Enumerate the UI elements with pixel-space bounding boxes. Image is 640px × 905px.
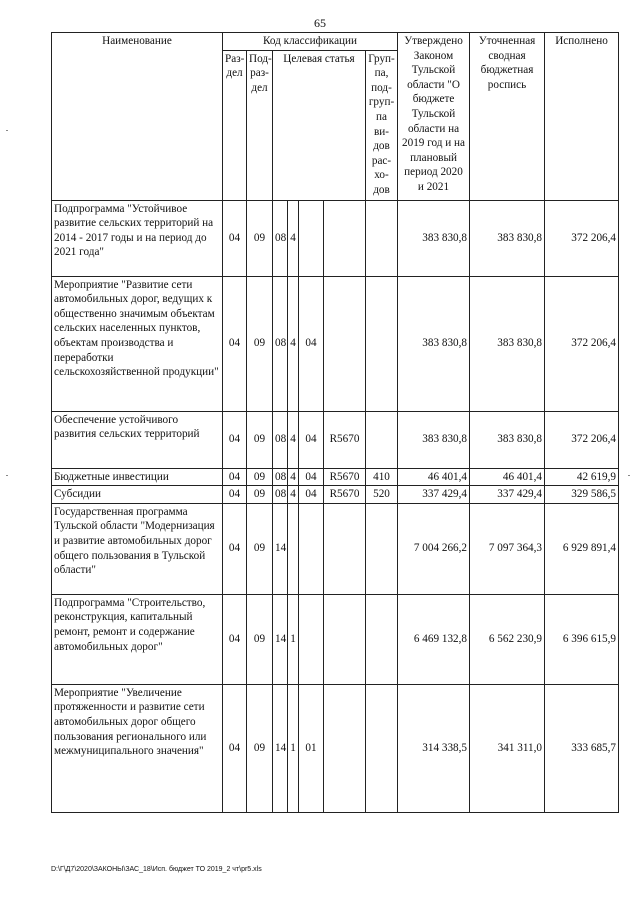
row-target-subprogram: 4 <box>288 276 299 411</box>
row-target-direction: R5670 <box>324 486 366 504</box>
row-target-event <box>299 503 324 594</box>
row-approved: 383 830,8 <box>398 276 470 411</box>
row-target-subprogram: 4 <box>288 411 299 468</box>
row-refined: 383 830,8 <box>470 411 545 468</box>
row-approved: 383 830,8 <box>398 411 470 468</box>
table-row <box>52 276 619 411</box>
row-target-subprogram: 4 <box>288 200 299 276</box>
row-subsection: 09 <box>247 684 273 812</box>
row-executed: 6 396 615,9 <box>545 594 619 684</box>
scan-mark <box>6 130 8 131</box>
row-target-direction <box>324 594 366 684</box>
table-row <box>52 486 619 504</box>
row-target-subprogram: 4 <box>288 486 299 504</box>
row-target-event <box>299 200 324 276</box>
row-target-direction: R5670 <box>324 411 366 468</box>
row-executed: 42 619,9 <box>545 468 619 486</box>
row-refined: 383 830,8 <box>470 200 545 276</box>
row-expense-group <box>366 276 398 411</box>
table-row <box>52 200 619 276</box>
row-expense-group <box>366 594 398 684</box>
row-target-program: 14 <box>273 594 288 684</box>
row-name: Обеспечение устойчивого развития сельских территорий <box>52 411 223 468</box>
row-refined: 383 830,8 <box>470 276 545 411</box>
row-executed: 372 206,4 <box>545 200 619 276</box>
row-target-event <box>299 594 324 684</box>
row-target-subprogram: 1 <box>288 684 299 812</box>
row-approved: 383 830,8 <box>398 200 470 276</box>
table-row <box>52 594 619 684</box>
scan-mark <box>628 475 630 476</box>
row-target-direction: R5670 <box>324 468 366 486</box>
row-expense-group <box>366 411 398 468</box>
row-target-event: 01 <box>299 684 324 812</box>
row-target-program: 14 <box>273 503 288 594</box>
row-executed: 333 685,7 <box>545 684 619 812</box>
row-name: Мероприятие "Развитие сети автомобильных дорог, ведущих к общественно значимым объектам сельских населенных пунктов, объектам производства и переработки сельскохозяйственной продукции" <box>52 276 223 411</box>
row-subsection: 09 <box>247 411 273 468</box>
row-subsection: 09 <box>247 468 273 486</box>
row-approved: 6 469 132,8 <box>398 594 470 684</box>
row-executed: 372 206,4 <box>545 411 619 468</box>
row-executed: 6 929 891,4 <box>545 503 619 594</box>
row-subsection: 09 <box>247 200 273 276</box>
row-section: 04 <box>223 503 247 594</box>
row-target-direction <box>324 684 366 812</box>
file-path-footer: D:\Г\Д7\2020\ЗАКОНЫ\ЗАС_18\Исп. бюджет ТО 2019_2 чт\pr5.xls <box>51 866 262 873</box>
header-target-article: Целевая статья <box>273 50 366 200</box>
row-target-program: 14 <box>273 684 288 812</box>
row-expense-group <box>366 503 398 594</box>
table-row <box>52 684 619 812</box>
row-target-program: 08 <box>273 200 288 276</box>
row-section: 04 <box>223 486 247 504</box>
table-row <box>52 411 619 468</box>
row-section: 04 <box>223 411 247 468</box>
row-approved: 46 401,4 <box>398 468 470 486</box>
header-section: Раз-дел <box>223 50 247 200</box>
row-target-direction <box>324 503 366 594</box>
row-name: Субсидии <box>52 486 223 504</box>
row-name: Подпрограмма "Устойчивое развитие сельских территорий на 2014 - 2017 годы и на период до 2021 года" <box>52 200 223 276</box>
header-expense-group: Груп-па, под-груп-па ви-дов рас-хо-дов <box>366 50 398 200</box>
table-row <box>52 468 619 486</box>
row-subsection: 09 <box>247 276 273 411</box>
row-name: Подпрограмма "Строительство, реконструкция, капитальный ремонт, ремонт и содержание автомобильных дорог" <box>52 594 223 684</box>
row-approved: 337 429,4 <box>398 486 470 504</box>
row-executed: 372 206,4 <box>545 276 619 411</box>
row-expense-group <box>366 684 398 812</box>
row-target-program: 08 <box>273 276 288 411</box>
scan-mark <box>6 475 8 476</box>
row-section: 04 <box>223 594 247 684</box>
row-expense-group <box>366 200 398 276</box>
header-executed: Исполнено <box>545 33 619 201</box>
row-target-program: 08 <box>273 486 288 504</box>
row-target-subprogram: 4 <box>288 468 299 486</box>
row-refined: 341 311,0 <box>470 684 545 812</box>
row-target-program: 08 <box>273 411 288 468</box>
row-section: 04 <box>223 200 247 276</box>
header-approved: Утверждено Законом Тульской области "О бюджете Тульской области на 2019 год и на плановый период 2020 и 2021 <box>398 33 470 201</box>
header-classification-code: Код классификации <box>223 33 398 51</box>
row-target-event: 04 <box>299 468 324 486</box>
row-subsection: 09 <box>247 503 273 594</box>
row-subsection: 09 <box>247 594 273 684</box>
row-refined: 46 401,4 <box>470 468 545 486</box>
row-refined: 337 429,4 <box>470 486 545 504</box>
row-target-program: 08 <box>273 468 288 486</box>
row-refined: 6 562 230,9 <box>470 594 545 684</box>
row-executed: 329 586,5 <box>545 486 619 504</box>
row-approved: 7 004 266,2 <box>398 503 470 594</box>
row-name: Мероприятие "Увеличение протяженности и развитие сети автомобильных дорог общего пользования регионального или межмуниципального значения" <box>52 684 223 812</box>
row-expense-group: 410 <box>366 468 398 486</box>
row-name: Государственная программа Тульской области "Модернизация и развитие автомобильных дорог общего пользования в Тульской области" <box>52 503 223 594</box>
row-target-subprogram <box>288 503 299 594</box>
header-subsection: Под-раз-дел <box>247 50 273 200</box>
row-subsection: 09 <box>247 486 273 504</box>
header-name: Наименование <box>52 33 223 201</box>
row-target-subprogram: 1 <box>288 594 299 684</box>
budget-table <box>51 32 619 813</box>
row-target-event: 04 <box>299 276 324 411</box>
header-refined: Уточненная сводная бюджетная роспись <box>470 33 545 201</box>
row-approved: 314 338,5 <box>398 684 470 812</box>
row-target-event: 04 <box>299 411 324 468</box>
table-row <box>52 503 619 594</box>
page-number: 65 <box>314 16 326 30</box>
row-section: 04 <box>223 276 247 411</box>
row-refined: 7 097 364,3 <box>470 503 545 594</box>
row-section: 04 <box>223 468 247 486</box>
row-target-direction <box>324 200 366 276</box>
row-section: 04 <box>223 684 247 812</box>
row-target-event: 04 <box>299 486 324 504</box>
row-name: Бюджетные инвестиции <box>52 468 223 486</box>
row-expense-group: 520 <box>366 486 398 504</box>
row-target-direction <box>324 276 366 411</box>
